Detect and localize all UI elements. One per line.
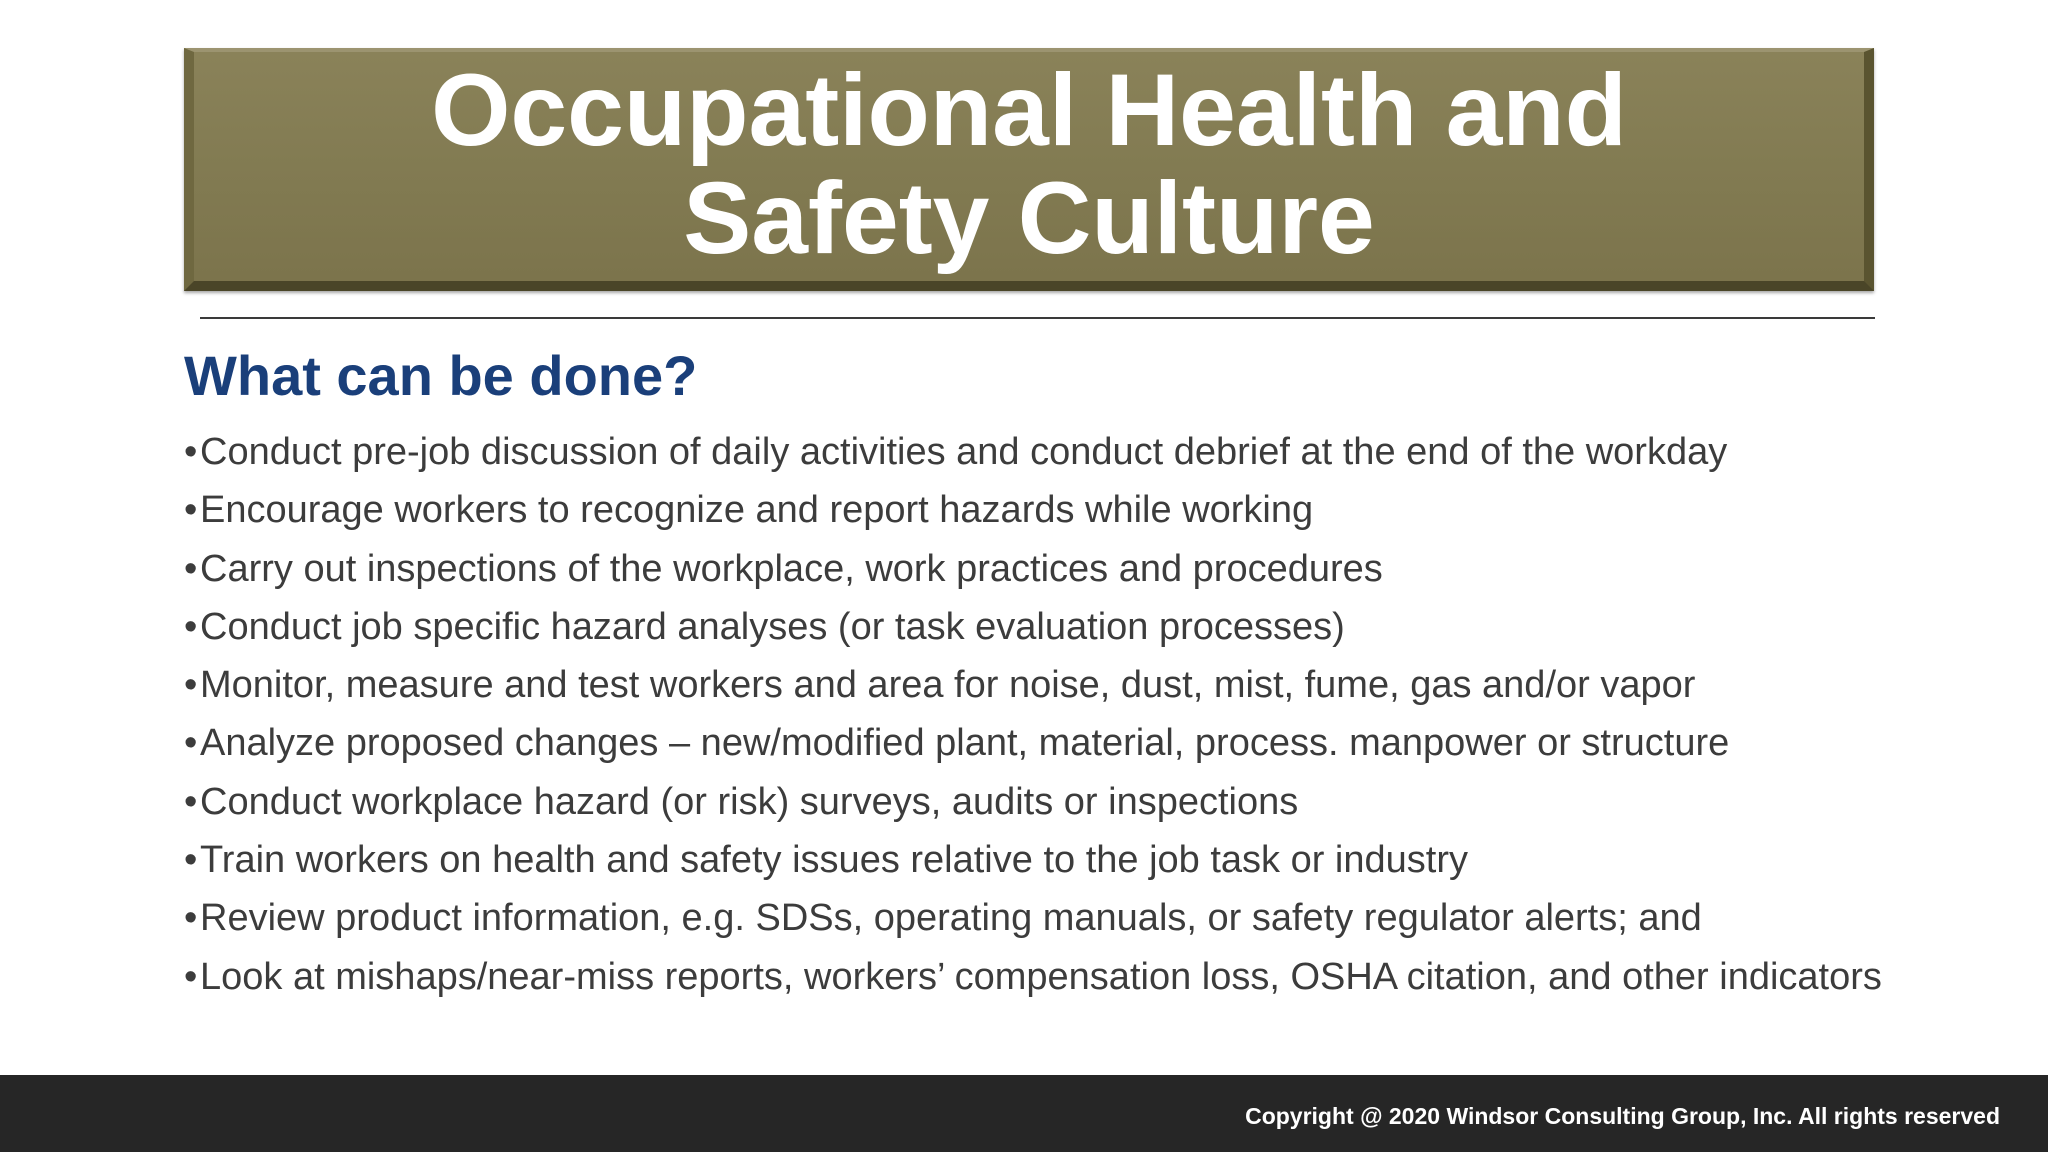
title-banner	[184, 48, 1874, 291]
bullet-marker: •	[184, 664, 198, 707]
bullet-text: Encourage workers to recognize and report hazards while working	[200, 489, 1314, 532]
slide-title: Occupational Health and Safety Culture	[431, 52, 1627, 275]
bullet-text: Conduct job specific hazard analyses (or task evaluation processes)	[200, 605, 1345, 648]
bullet-item	[184, 540, 1884, 598]
bullet-text: Monitor, measure and test workers and area for noise, dust, mist, fume, gas and/or vapor	[200, 664, 1696, 707]
bullet-marker: •	[184, 489, 198, 532]
bullet-text: Review product information, e.g. SDSs, operating manuals, or safety regulator alerts; and	[200, 897, 1702, 940]
bullet-item	[184, 656, 1884, 714]
bullet-marker: •	[184, 955, 198, 998]
bullet-item	[184, 423, 1884, 481]
bullet-marker: •	[184, 897, 198, 940]
bullet-item	[184, 889, 1884, 947]
bullet-item	[184, 598, 1884, 656]
bullet-text: Carry out inspections of the workplace, work practices and procedures	[200, 547, 1383, 590]
bullet-text: Look at mishaps/near-miss reports, workers’ compensation loss, OSHA citation, and other indicators	[200, 955, 1882, 998]
bullet-item	[184, 831, 1884, 889]
bullet-text: Train workers on health and safety issues relative to the job task or industry	[200, 839, 1468, 882]
bullet-marker: •	[184, 431, 198, 473]
bullet-item	[184, 481, 1884, 539]
bullet-text: Conduct workplace hazard (or risk) surveys, audits or inspections	[200, 780, 1299, 823]
bullet-list	[184, 423, 1884, 1006]
bullet-marker: •	[184, 722, 198, 765]
section-heading: What can be done?	[184, 344, 698, 407]
title-divider	[200, 317, 1875, 319]
bullet-marker: •	[184, 605, 198, 648]
bullet-text: Analyze proposed changes – new/modified plant, material, process. manpower or structure	[200, 722, 1730, 765]
bullet-marker: •	[184, 547, 198, 590]
bullet-marker: •	[184, 780, 198, 823]
bullet-item	[184, 948, 1884, 1006]
copyright-notice: Copyright @ 2020 Windsor Consulting Group, Inc. All rights reserved	[1245, 1103, 2000, 1129]
bullet-item	[184, 714, 1884, 772]
footer-bar	[0, 1075, 2048, 1152]
bullet-text: Conduct pre-job discussion of daily activities and conduct debrief at the end of the workday	[200, 431, 1728, 473]
bullet-marker: •	[184, 839, 198, 882]
bullet-item	[184, 773, 1884, 831]
